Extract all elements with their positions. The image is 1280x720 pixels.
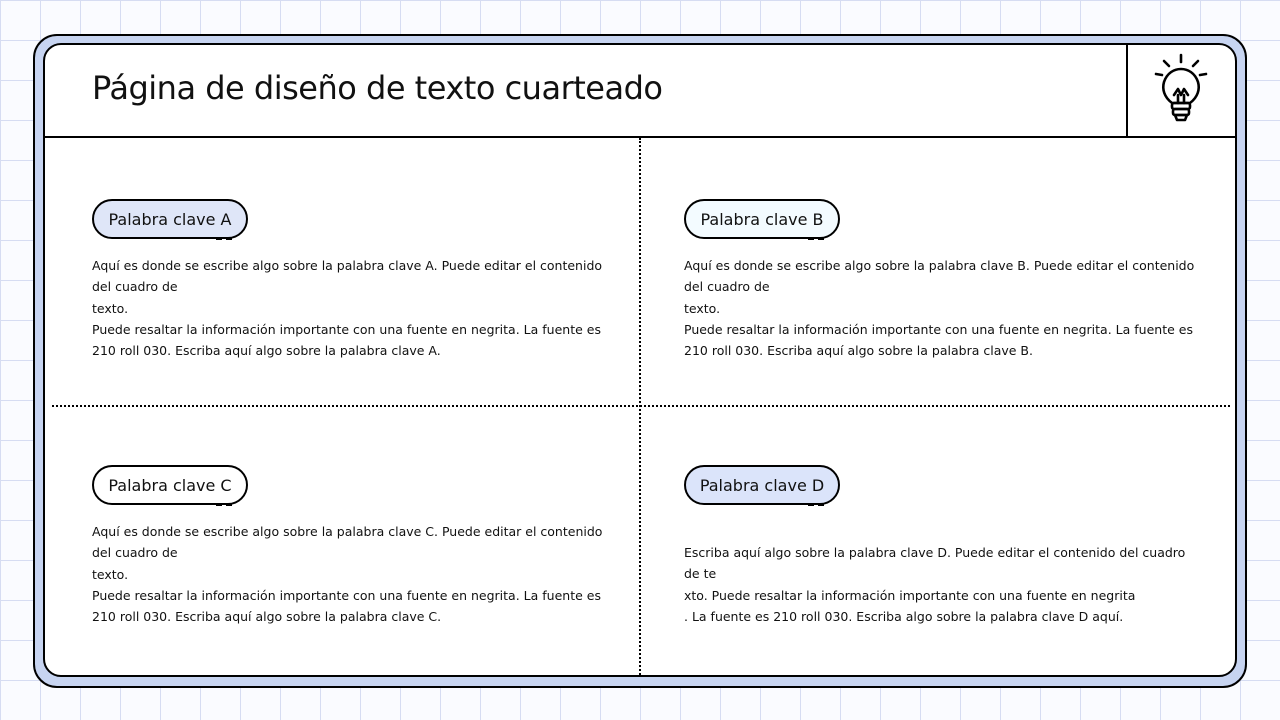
page-title: Página de diseño de texto cuarteado: [92, 69, 663, 107]
keyword-label-d: Palabra clave D: [699, 475, 825, 495]
lightbulb-icon: [1152, 51, 1210, 127]
keyword-pill-c: [92, 465, 248, 505]
keyword-pill-b: [684, 199, 840, 239]
quadrant-b: [684, 199, 1204, 399]
icon-box: [1126, 45, 1235, 136]
quadrant-c: [92, 465, 612, 665]
keyword-pill-a: [92, 199, 248, 239]
quadrant-d: [684, 465, 1204, 665]
body-text-c: Aquí es donde se escribe algo sobre la palabra clave C. Puede editar el contenido del cuadro de texto. Puede resaltar la información importante con una fuente en negrita. La fuente es 210 roll 030. Escriba aquí algo sobre la palabra clave C.: [92, 524, 603, 625]
keyword-label-b: Palabra clave B: [700, 209, 824, 229]
body-text-b: Aquí es donde se escribe algo sobre la palabra clave B. Puede editar el contenido del cuadro de texto. Puede resaltar la información importante con una fuente en negrita. La fuente es 210 roll 030. Escriba aquí algo sobre la palabra clave B.: [684, 258, 1195, 359]
keyword-label-a: Palabra clave A: [108, 209, 232, 229]
vertical-divider: [639, 138, 641, 677]
header-bar: [45, 45, 1235, 138]
keyword-pill-d: [684, 465, 840, 505]
body-text-d: Escriba aquí algo sobre la palabra clave D. Puede editar el contenido del cuadro de te xto. Puede resaltar la información importante con una fuente en negrita . La fuente es 210 roll 030. Escriba algo sobre la palabra clave D aquí.: [684, 545, 1186, 624]
keyword-label-c: Palabra clave C: [108, 475, 232, 495]
quadrant-a: [92, 199, 612, 399]
slide-card: [43, 43, 1237, 677]
body-text-a: Aquí es donde se escribe algo sobre la palabra clave A. Puede editar el contenido del cuadro de texto. Puede resaltar la información importante con una fuente en negrita. La fuente es 210 roll 030. Escriba aquí algo sobre la palabra clave A.: [92, 258, 603, 359]
horizontal-divider: [52, 405, 1230, 407]
